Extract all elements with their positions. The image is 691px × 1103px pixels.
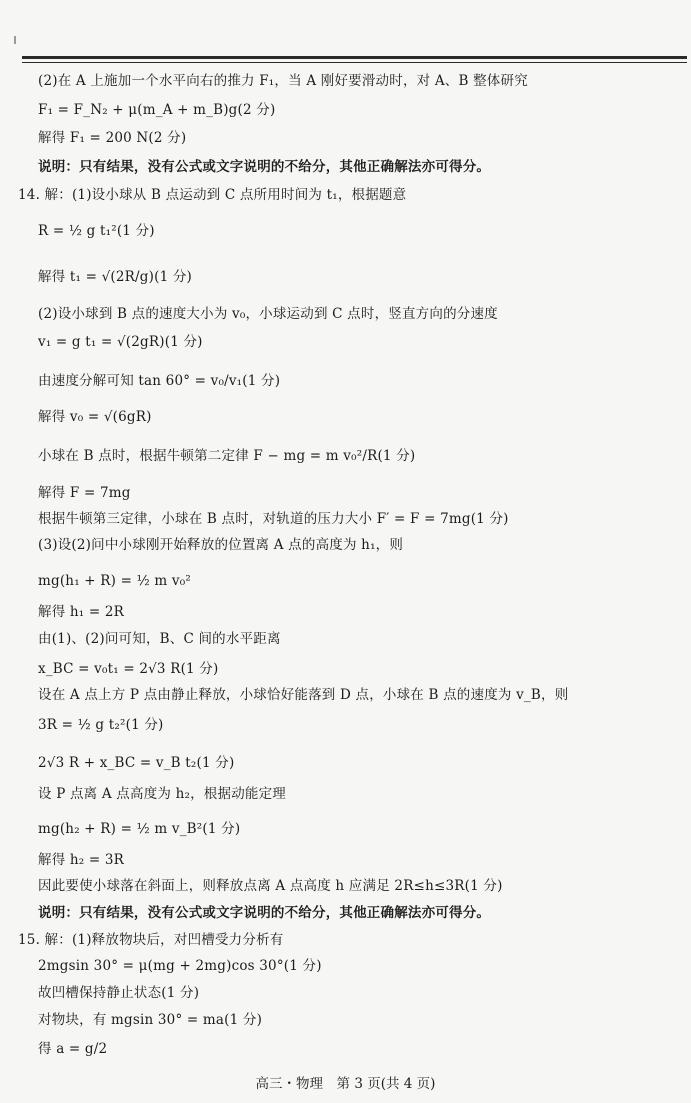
- formula-line: 得 a = g/2: [38, 1041, 108, 1057]
- formula-line: 解得 v₀ = √(6gR): [38, 409, 152, 425]
- header-rule-thick: [22, 56, 687, 59]
- formula-line: 3R = ½ g t₂²(1 分): [38, 717, 164, 733]
- text-line: 设 P 点离 A 点高度为 h₂，根据动能定理: [38, 786, 286, 802]
- header-rule-thin: [22, 62, 687, 63]
- text-line: (2)设小球到 B 点的速度大小为 v₀，小球运动到 C 点时，竖直方向的分速度: [38, 306, 498, 322]
- question-heading: 15. 解：(1)释放物块后，对凹槽受力分析有: [18, 932, 284, 948]
- question-heading: 14. 解：(1)设小球从 B 点运动到 C 点所用时间为 t₁，根据题意: [18, 187, 407, 203]
- formula-line: 小球在 B 点时，根据牛顿第二定律 F − mg = m v₀²/R(1 分): [38, 448, 416, 464]
- formula-line: mg(h₂ + R) = ½ m v_B²(1 分): [38, 821, 241, 837]
- formula-line: R = ½ g t₁²(1 分): [38, 223, 155, 239]
- scan-mark: [14, 36, 16, 44]
- text-line: 故凹槽保持静止状态(1 分): [38, 985, 200, 1001]
- page-footer: 高三・物理 第 3 页(共 4 页): [255, 1076, 436, 1092]
- note-line: 说明：只有结果，没有公式或文字说明的不给分，其他正确解法亦可得分。: [38, 159, 491, 175]
- text-line: (2)在 A 上施加一个水平向右的推力 F₁，当 A 刚好要滑动时，对 A、B 整体研究: [38, 73, 528, 89]
- note-line: 说明：只有结果，没有公式或文字说明的不给分，其他正确解法亦可得分。: [38, 905, 491, 921]
- formula-line: 2√3 R + x_BC = v_B t₂(1 分): [38, 755, 235, 771]
- formula-line: x_BC = v₀t₁ = 2√3 R(1 分): [38, 661, 219, 677]
- formula-line: 2mgsin 30° = μ(mg + 2mg)cos 30°(1 分): [38, 958, 322, 974]
- formula-line: 由速度分解可知 tan 60° = v₀/v₁(1 分): [38, 373, 281, 389]
- text-line: 设在 A 点上方 P 点由静止释放，小球恰好能落到 D 点，小球在 B 点的速度为 v_B，则: [38, 687, 569, 703]
- formula-line: 解得 t₁ = √(2R/g)(1 分): [38, 269, 193, 285]
- formula-line: 对物块，有 mgsin 30° = ma(1 分): [38, 1012, 263, 1028]
- text-line: 解得 F₁ = 200 N(2 分): [38, 130, 187, 146]
- formula-line: 解得 h₂ = 3R: [38, 852, 125, 868]
- text-line: 根据牛顿第三定律，小球在 B 点时，对轨道的压力大小 F′ = F = 7mg(1 分): [38, 511, 509, 527]
- text-line: 因此要使小球落在斜面上，则释放点离 A 点高度 h 应满足 2R≤h≤3R(1 分): [38, 878, 503, 894]
- text-line: 由(1)、(2)问可知，B、C 间的水平距离: [38, 631, 281, 647]
- formula-line: 解得 h₁ = 2R: [38, 604, 125, 620]
- formula-line: 解得 F = 7mg: [38, 485, 131, 501]
- formula-line: F₁ = F_N₂ + μ(m_A + m_B)g(2 分): [38, 102, 276, 118]
- formula-line: mg(h₁ + R) = ½ m v₀²: [38, 573, 191, 589]
- text-line: (3)设(2)问中小球刚开始释放的位置离 A 点的高度为 h₁，则: [38, 537, 404, 553]
- formula-line: v₁ = g t₁ = √(2gR)(1 分): [38, 334, 203, 350]
